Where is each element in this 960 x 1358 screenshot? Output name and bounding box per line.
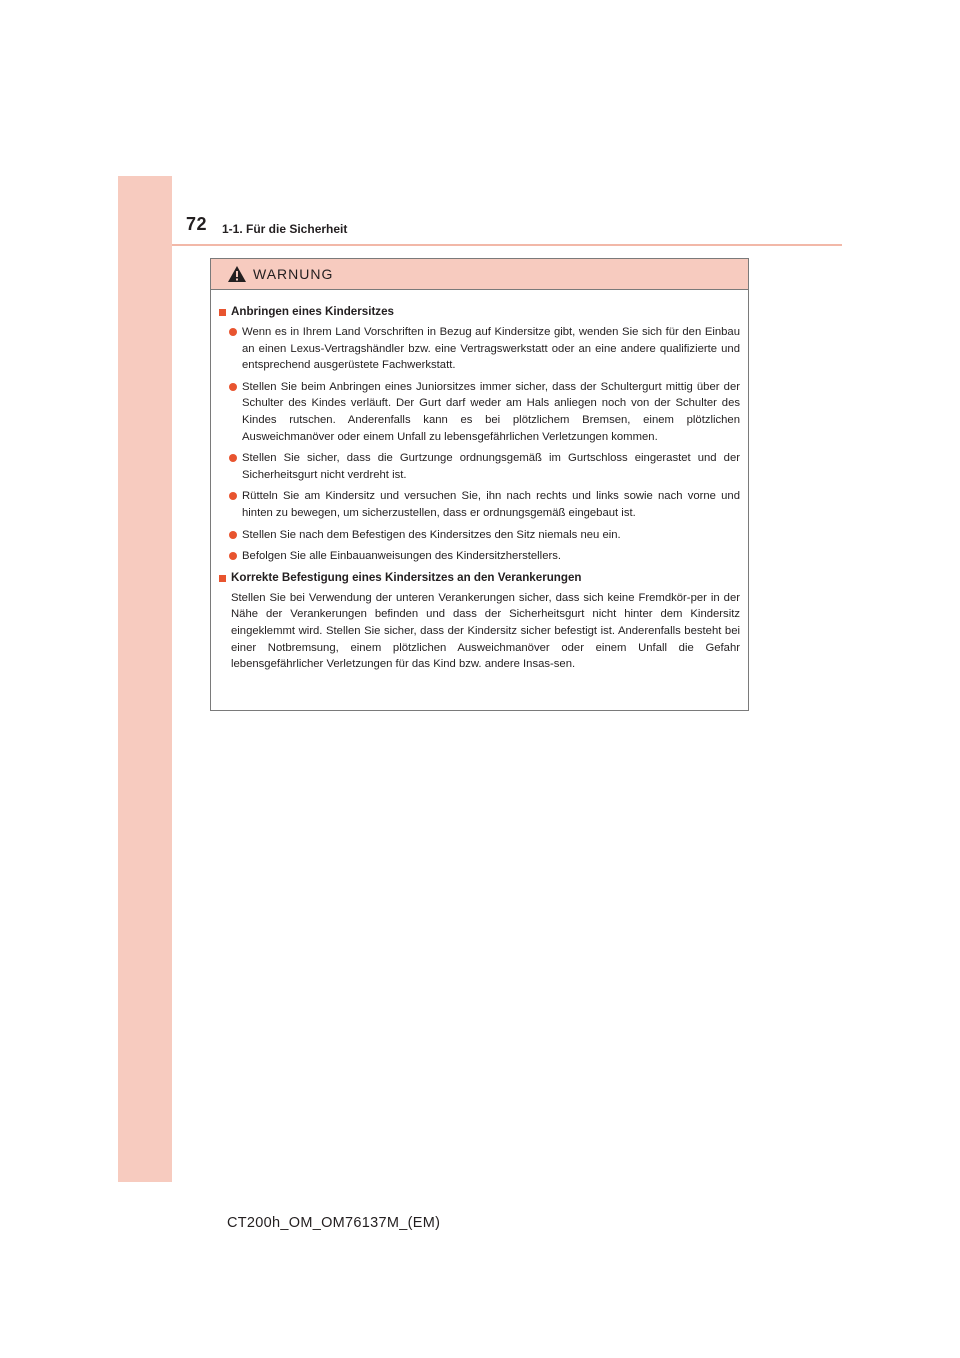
warning-body (211, 290, 748, 673)
bullet-dot-icon (229, 383, 237, 391)
bullet-dot-icon (229, 454, 237, 462)
page-number: 72 (186, 214, 208, 234)
topic-heading-text: Anbringen eines Kindersitzes (231, 305, 394, 318)
warning-triangle-icon (227, 265, 247, 283)
header-rule (172, 244, 842, 246)
square-bullet-icon (219, 575, 226, 582)
warning-header (211, 259, 748, 290)
topic-heading (219, 570, 740, 586)
list-item-text: Wenn es in Ihrem Land Vorschriften in Bezug auf Kindersitze gibt, wenden Sie sich für den Einbau an einen Lexus-Vertragshändler bzw. eine Vertragswerkstatt oder an eine andere qualifizierte und entsprechend ausgerüstete Fachwerkstatt. (242, 326, 740, 372)
square-bullet-icon (219, 309, 226, 316)
list-item (229, 548, 740, 565)
list-item (229, 379, 740, 445)
list-item-text: Rütteln Sie am Kindersitz und versuchen Sie, ihn nach rechts und links sowie nach vorne und hinten zu bewegen, um sicherzustellen, dass er ordnungsgemäß eingebaut ist. (242, 490, 740, 519)
bullet-dot-icon (229, 552, 237, 560)
bullet-dot-icon (229, 531, 237, 539)
bullet-dot-icon (229, 328, 237, 336)
page-side-tab (118, 176, 172, 1182)
warning-box (210, 258, 749, 711)
list-item-text: Stellen Sie beim Anbringen eines Juniorsitzes immer sicher, dass der Schultergurt mittig über der Schulter des Kindes verläuft. Der Gurt darf weder am Hals anliegen noch von der Schulter des Kindes rutschen. Anderenfalls kann es bei plötzlichem Bremsen, einem plötzlichen Ausweichmanöver oder einem Unfall zu lebensgefährlichen Verletzungen kommen. (242, 380, 740, 443)
section-title: 1-1. Für die Sicherheit (222, 222, 348, 236)
warning-title: WARNUNG (253, 266, 334, 282)
list-item (229, 324, 740, 374)
list-item-text: Stellen Sie sicher, dass die Gurtzunge ordnungsgemäß im Gurtschloss eingerastet und der Sicherheitsgurt nicht verdreht ist. (242, 452, 740, 481)
topic-paragraph: Stellen Sie bei Verwendung der unteren Verankerungen sicher, dass sich keine Fremdkör-per in der Nähe der Verankerungen befinden und dass der Sicherheitsgurt nicht hinter dem Kindersitz eingeklemmt wird. Stellen Sie sicher, dass der Kindersitz sicher befestigt ist. Anderenfalls besteht bei einer Notbremsung, einem plötzlichen Ausweichmanöver oder einem Unfall die Gefahr lebensgefährlicher Verletzungen für das Kind bzw. andere Insas-sen. (231, 591, 740, 671)
topic-heading (219, 304, 740, 320)
list-item (229, 450, 740, 483)
bullet-dot-icon (229, 492, 237, 500)
topic-heading-text: Korrekte Befestigung eines Kindersitzes an den Verankerungen (231, 570, 582, 584)
list-item (229, 527, 740, 544)
list-item-text: Befolgen Sie alle Einbauanweisungen des Kindersitzherstellers. (242, 550, 562, 563)
list-item (229, 488, 740, 521)
document-code: CT200h_OM_OM76137M_(EM) (227, 1215, 441, 1231)
list-item-text: Stellen Sie nach dem Befestigen des Kindersitzes den Sitz niemals neu ein. (242, 528, 621, 541)
